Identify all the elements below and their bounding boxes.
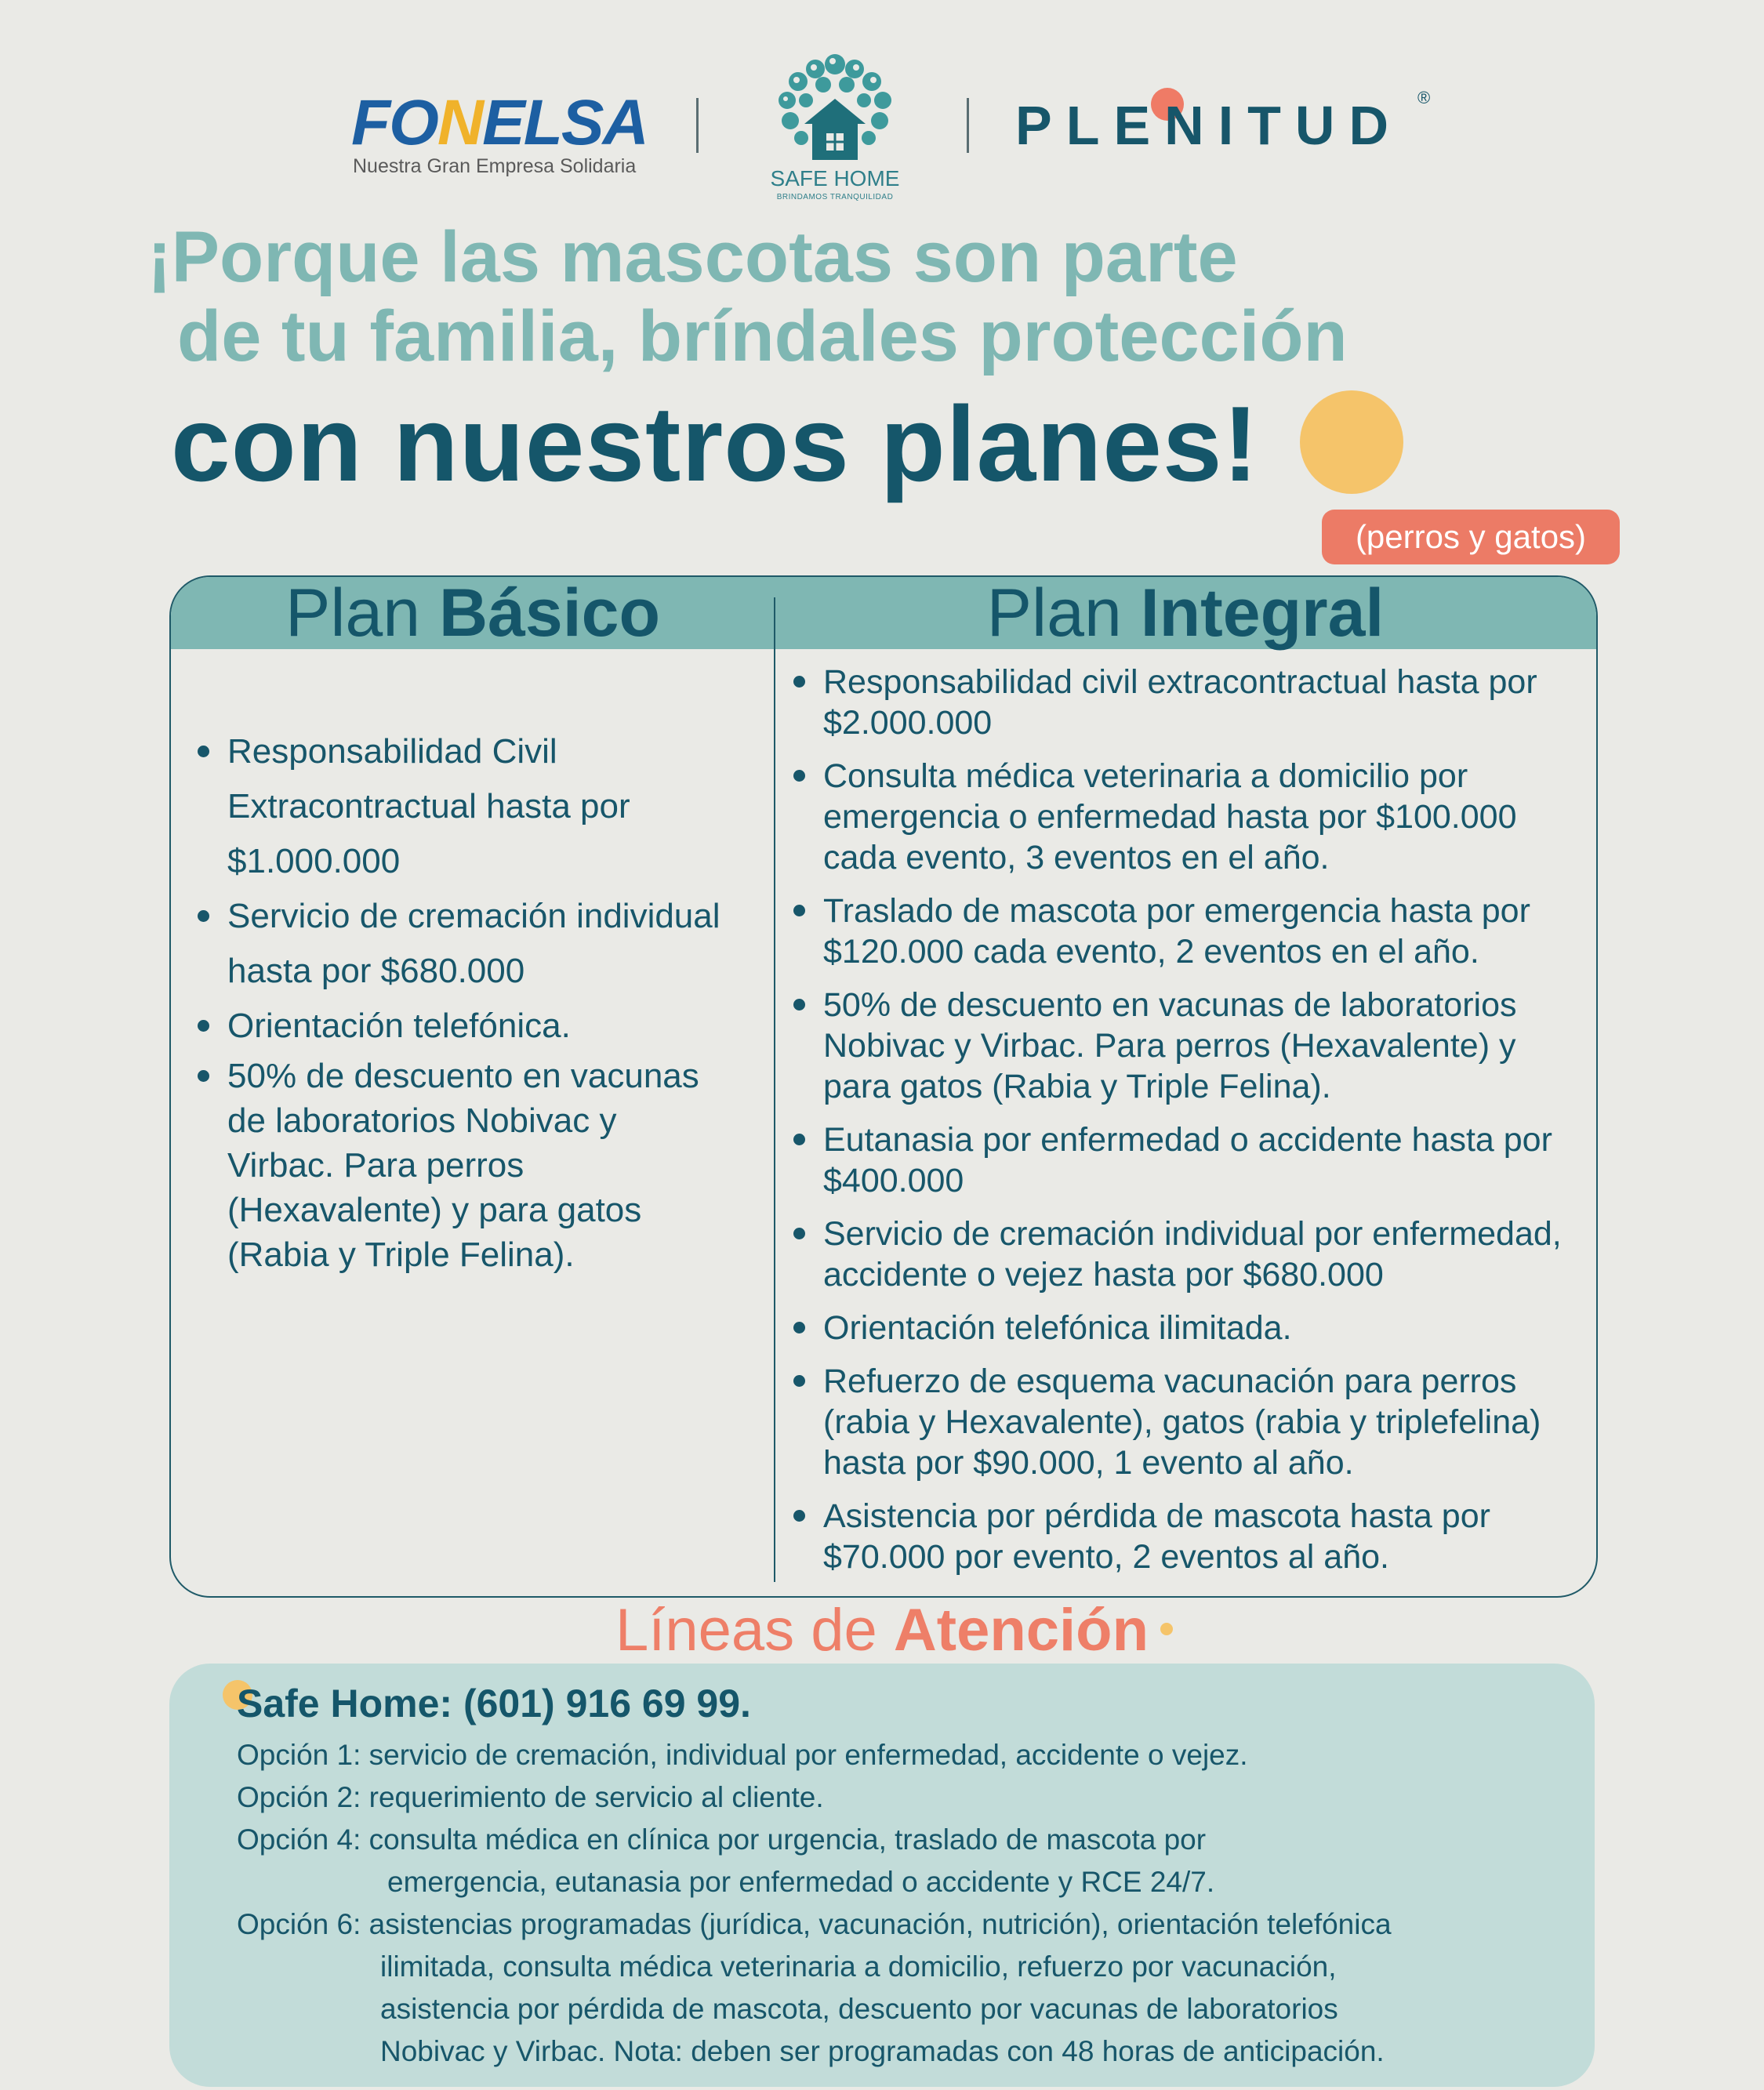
- plan-integral-benefits: [790, 662, 1582, 1590]
- list-item: Asistencia por pérdida de mascota hasta por $70.000 por evento, 2 eventos al año.: [790, 1496, 1582, 1577]
- list-item: 50% de descuento en vacunas de laboratorios Nobivac y Virbac. Para perros (Hexavalente) y para gatos (Rabia y Triple Felina).: [194, 1054, 728, 1277]
- headline-accent-dot: [1300, 390, 1403, 494]
- headline-line-3: con nuestros planes!: [171, 384, 1259, 503]
- list-item: Consulta médica veterinaria a domicilio por emergencia o enfermedad hasta por $100.000 cada evento, 3 eventos en el año.: [790, 756, 1582, 878]
- plan-basico-title-prefix: Plan: [285, 575, 439, 651]
- safe-home-tree-house-icon: [768, 49, 902, 166]
- fonelsa-logo-suffix: ELSA: [482, 87, 648, 158]
- contact-option-6-note: Nobivac y Virbac. Nota: deben ser programadas con 48 horas de anticipación.: [380, 2035, 1385, 2067]
- contact-option-4-continued: emergencia, eutanasia por enfermedad o accidente y RCE 24/7.: [387, 1866, 1215, 1898]
- pets-badge: (perros y gatos): [1322, 510, 1620, 564]
- contact-option-6-continued: asistencia por pérdida de mascota, descuento por vacunas de laboratorios: [380, 1993, 1338, 2025]
- fonelsa-logo-prefix: FO: [351, 87, 437, 158]
- headline-line-1: ¡Porque las mascotas son parte: [147, 217, 1238, 297]
- list-item: Servicio de cremación individual por enfermedad, accidente o vejez hasta por $680.000: [790, 1214, 1582, 1295]
- logo-divider: [967, 98, 969, 153]
- fonelsa-logo-highlight: N: [437, 87, 483, 158]
- safe-home-tagline: BRINDAMOS TRANQUILIDAD: [776, 193, 894, 201]
- fonelsa-logo: [351, 87, 648, 158]
- list-item: Responsabilidad civil extracontractual hasta por $2.000.000: [790, 662, 1582, 743]
- list-item: Refuerzo de esquema vacunación para perros (rabia y Hexavalente), gatos (rabia y triplefelina) hasta por $90.000, 1 evento al año.: [790, 1361, 1582, 1483]
- list-item: 50% de descuento en vacunas de laboratorios Nobivac y Virbac. Para perros (Hexavalente) y para gatos (Rabia y Triple Felina).: [790, 985, 1582, 1107]
- list-item: Orientación telefónica.: [194, 999, 728, 1054]
- plan-basico-title: [171, 577, 775, 649]
- title-accent-dot: [1160, 1623, 1173, 1635]
- plans-column-divider: [774, 597, 775, 1582]
- registered-mark: ®: [1417, 88, 1431, 107]
- headline-line-2: de tu familia, bríndales protección: [177, 296, 1348, 376]
- list-item: Orientación telefónica ilimitada.: [790, 1308, 1582, 1348]
- contact-title-bold: Atención: [893, 1597, 1149, 1664]
- fonelsa-tagline: Nuestra Gran Empresa Solidaria: [353, 155, 637, 177]
- contact-option-6-continued: ilimitada, consulta médica veterinaria a domicilio, refuerzo por vacunación,: [380, 1950, 1337, 1983]
- plan-basico-title-bold: Básico: [439, 575, 661, 651]
- logo-divider: [696, 98, 699, 153]
- plenitud-logo: PLENITUD: [1015, 95, 1403, 156]
- plan-basico-benefits: [194, 724, 728, 1277]
- plan-integral-title-bold: Integral: [1140, 575, 1385, 651]
- contact-lines-title: [0, 1597, 1764, 1664]
- safe-home-phone: Safe Home: (601) 916 69 99.: [237, 1682, 751, 1725]
- contact-option-6: Opción 6: asistencias programadas (jurídica, vacunación, nutrición), orientación telefónica: [237, 1908, 1392, 1940]
- contact-title-prefix: Líneas de: [615, 1597, 894, 1664]
- plan-integral-title: [775, 577, 1596, 649]
- plan-integral-title-prefix: Plan: [986, 575, 1141, 651]
- list-item: Eutanasia por enfermedad o accidente hasta por $400.000: [790, 1119, 1582, 1201]
- contact-option-4: Opción 4: consulta médica en clínica por urgencia, traslado de mascota por: [237, 1823, 1207, 1856]
- plans-table: [169, 575, 1598, 1598]
- list-item: Servicio de cremación individual hasta por $680.000: [194, 889, 728, 999]
- list-item: Traslado de mascota por emergencia hasta por $120.000 cada evento, 2 eventos en el año.: [790, 891, 1582, 972]
- list-item: Responsabilidad Civil Extracontractual hasta por $1.000.000: [194, 724, 728, 889]
- contact-option-1: Opción 1: servicio de cremación, individual por enfermedad, accidente o vejez.: [237, 1739, 1248, 1771]
- contact-option-2: Opción 2: requerimiento de servicio al cliente.: [237, 1781, 824, 1813]
- safe-home-name: SAFE HOME: [770, 166, 900, 190]
